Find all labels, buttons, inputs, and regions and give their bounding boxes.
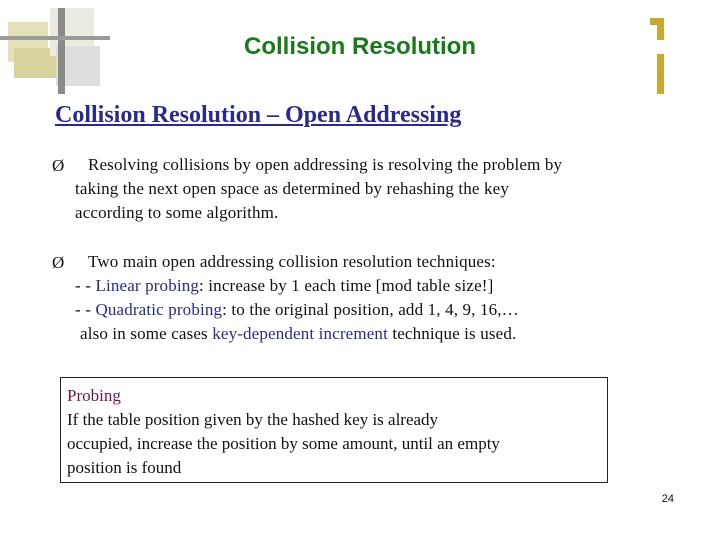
page-number: 24: [661, 493, 674, 505]
linear-probing-line: [75, 274, 493, 298]
quadratic-probing-term: Quadratic probing: [95, 300, 223, 319]
slide-title: Collision Resolution: [244, 33, 476, 60]
bullet1-line1: Resolving collisions by open addressing is resolving the problem by: [88, 155, 563, 174]
key-dependent-line: [80, 322, 516, 346]
arrow-bullet-icon: Ø: [52, 156, 65, 175]
probing-box-line3: position is found: [67, 458, 182, 477]
probing-box-line1: If the table position given by the hashed key is already: [67, 410, 439, 429]
probing-box-line2: occupied, increase the position by some amount, until an empty: [67, 434, 500, 453]
linear-probing-term: Linear probing: [95, 276, 200, 295]
bullet2-intro: Two main open addressing collision resolution techniques:: [88, 252, 496, 271]
arrow-bullet-icon: Ø: [52, 253, 65, 272]
key-dependent-term: key-dependent increment: [212, 324, 388, 343]
probing-box-title: Probing: [67, 386, 121, 405]
also-prefix: also in some cases: [80, 324, 213, 343]
dash-prefix: - -: [75, 300, 96, 319]
quadratic-probing-line: [75, 298, 519, 322]
linear-probing-desc: : increase by 1 each time [mod table size!]: [199, 276, 494, 295]
slide-subtitle: Collision Resolution – Open Addressing: [55, 102, 462, 128]
probing-definition-box: [60, 377, 608, 483]
quadratic-probing-desc: : to the original position, add 1, 4, 9, 16,…: [222, 300, 519, 319]
bullet1-line3: according to some algorithm.: [75, 203, 279, 222]
dash-prefix: - -: [75, 276, 96, 295]
key-dependent-desc: technique is used.: [387, 324, 517, 343]
bullet1-line2: taking the next open space as determined by rehashing the key: [75, 179, 510, 198]
